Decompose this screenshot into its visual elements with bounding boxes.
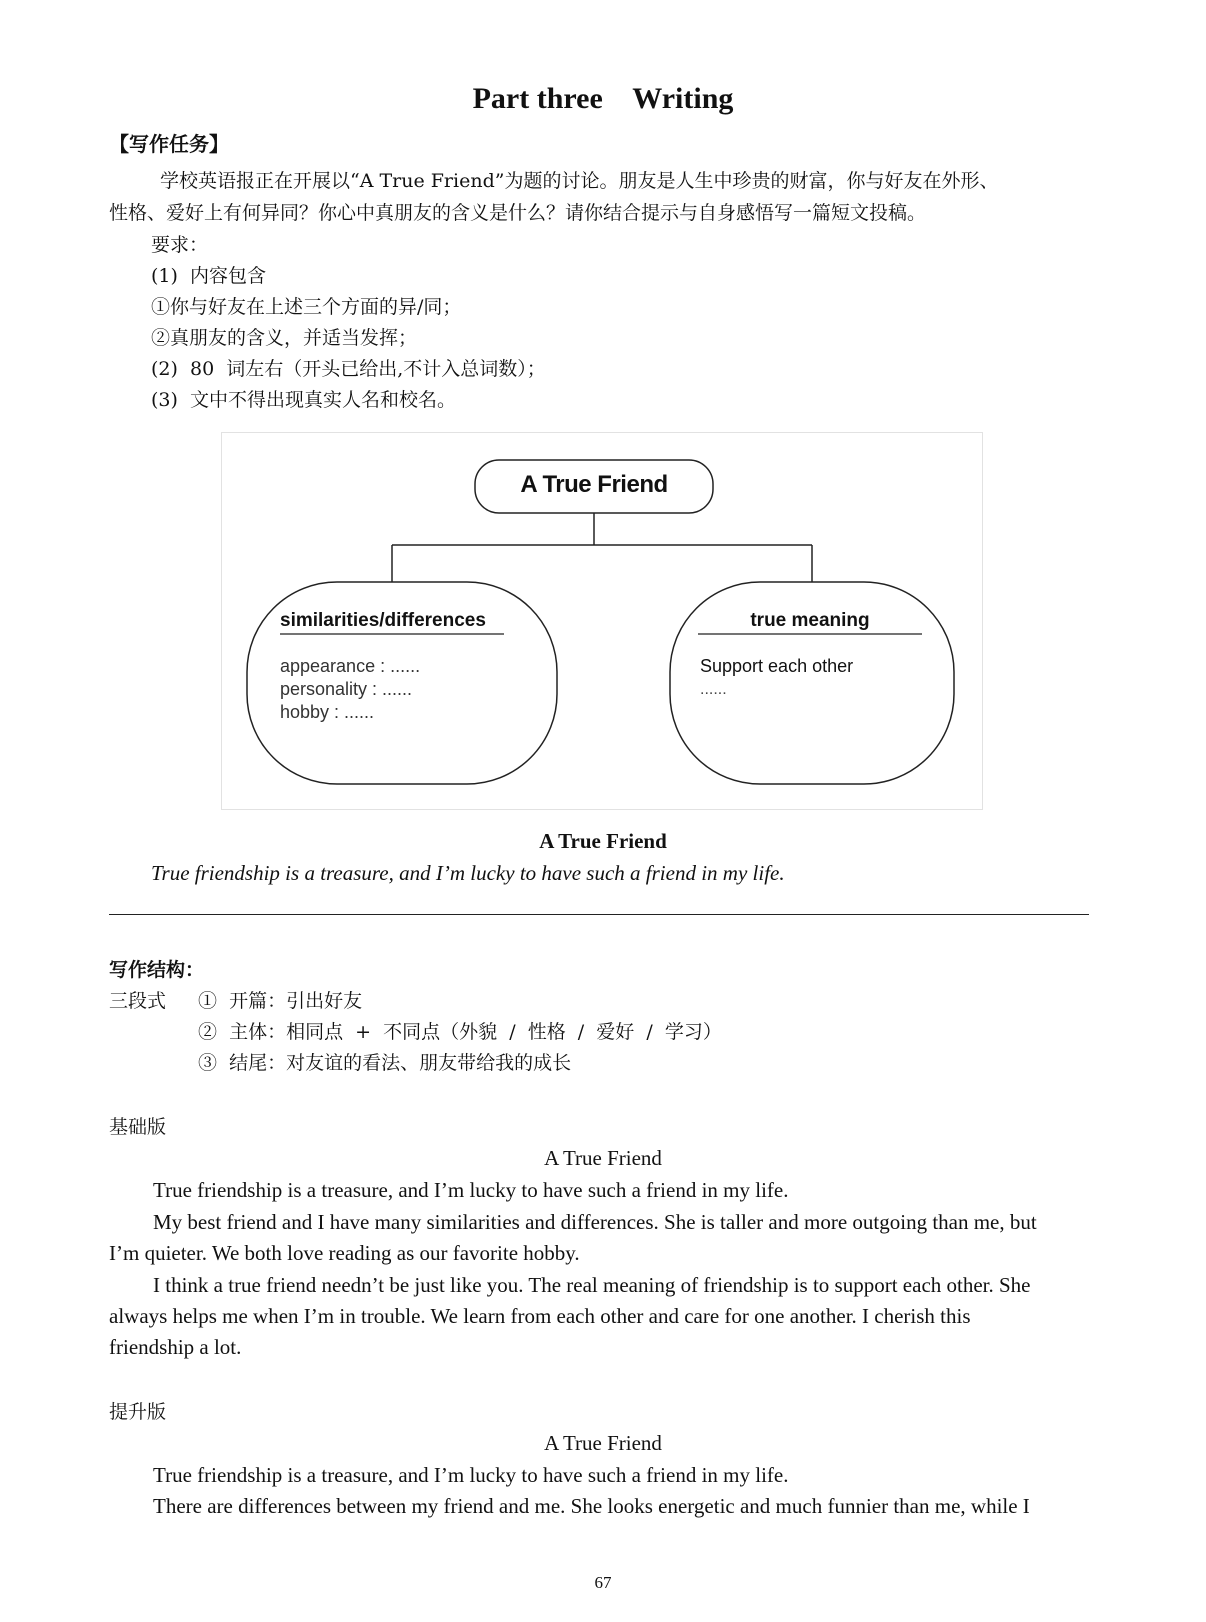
structure-item-1: ① 开篇：引出好友 — [198, 990, 363, 1012]
task-heading: 【写作任务】 — [109, 132, 229, 156]
basic-title: A True Friend — [544, 1146, 662, 1170]
basic-line-6: friendship a lot. — [109, 1335, 242, 1359]
prompt-title: A True Friend — [539, 829, 667, 853]
answer-line — [109, 914, 1089, 915]
left-item-appearance: appearance : ...... — [280, 656, 421, 676]
requirement-2: ①你与好友在上述三个方面的异/同； — [151, 296, 462, 318]
prompt-opening: True friendship is a treasure, and I’m lucky to have such a friend in my life. — [151, 861, 785, 885]
requirement-3: ②真朋友的含义，并适当发挥； — [151, 327, 418, 349]
basic-line-4: I think a true friend needn’t be just like you. The real meaning of friendship is to support each other. She — [153, 1273, 1031, 1297]
root-node-label: A True Friend — [520, 471, 668, 498]
requirement-4: (2) 80 词左右（开头已给出,不计入总词数）； — [151, 358, 546, 380]
requirement-5: (3) 文中不得出现真实人名和校名。 — [151, 389, 456, 411]
advanced-line-1: True friendship is a treasure, and I’m lucky to have such a friend in my life. — [153, 1463, 789, 1487]
page-title: Part three Writing — [472, 82, 734, 115]
advanced-label: 提升版 — [109, 1401, 167, 1423]
task-line-2: 性格、爱好上有何异同？你心中真朋友的含义是什么？请你结合提示与自身感悟写一篇短文投稿。 — [109, 202, 927, 224]
structure-label: 三段式 — [109, 990, 167, 1012]
structure-item-3: ③ 结尾：对友谊的看法、朋友带给我的成长 — [198, 1052, 572, 1074]
left-item-hobby: hobby : ...... — [280, 702, 375, 722]
task-line-1: 学校英语报正在开展以“A True Friend”为题的讨论。朋友是人生中珍贵的财富，你与好友在外形、 — [160, 170, 999, 192]
basic-line-1: True friendship is a treasure, and I’m lucky to have such a friend in my life. — [153, 1178, 789, 1202]
right-item-ellipsis: ...... — [700, 681, 727, 698]
advanced-title: A True Friend — [544, 1431, 662, 1455]
right-node-title: true meaning — [750, 610, 870, 631]
structure-item-2: ② 主体：相同点 + 不同点（外貌 / 性格 / 爱好 / 学习） — [198, 1021, 722, 1043]
right-item-support: Support each other — [700, 656, 854, 676]
structure-heading: 写作结构： — [109, 959, 205, 981]
basic-line-5: always helps me when I’m in trouble. We learn from each other and care for one another. I cherish this — [109, 1304, 971, 1328]
basic-line-2: My best friend and I have many similarities and differences. She is taller and more outgoing than me, but — [153, 1210, 1037, 1234]
mind-map-diagram — [221, 432, 983, 810]
advanced-line-2: There are differences between my friend and me. She looks energetic and much funnier than me, while I — [153, 1494, 1030, 1518]
basic-line-3: I’m quieter. We both love reading as our favorite hobby. — [109, 1241, 580, 1265]
page-number: 67 — [594, 1573, 612, 1592]
requirement-1: (1) 内容包含 — [151, 265, 266, 287]
basic-label: 基础版 — [109, 1116, 167, 1138]
left-node-title: similarities/differences — [280, 610, 486, 631]
left-item-personality: personality : ...... — [280, 679, 413, 699]
requirements-label: 要求： — [151, 234, 209, 256]
